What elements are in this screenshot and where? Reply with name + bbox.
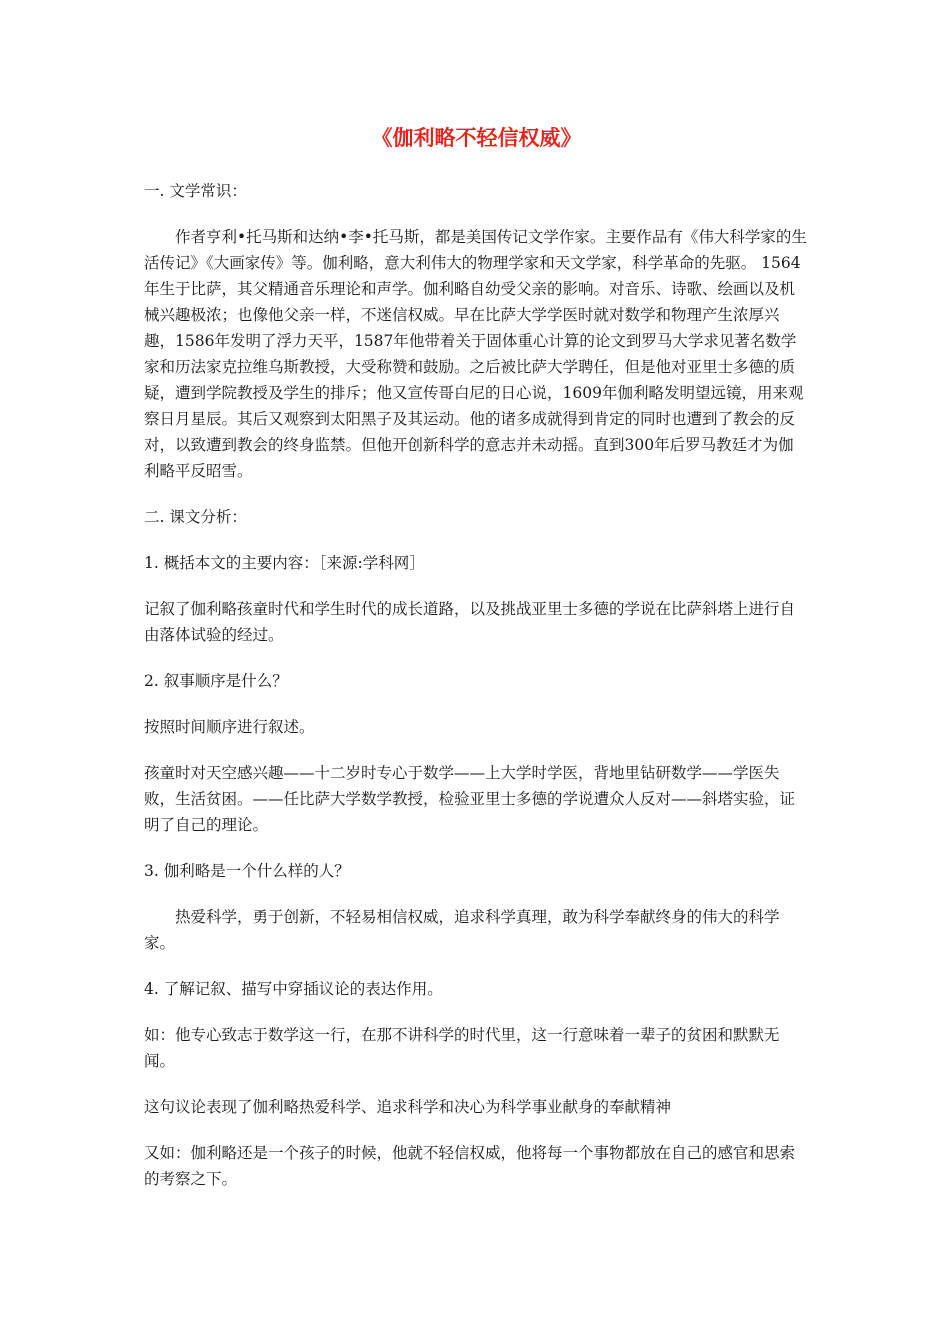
question-4: 4. 了解记叙、描写中穿插议论的表达作用。 (144, 980, 443, 998)
document-page (144, 0, 809, 1192)
answer-3: 热爱科学，勇于创新，不轻易相信权威，追求科学真理，敢为科学奉献终身的伟大的科学家。 (144, 908, 780, 952)
section-1-heading: 一. 文学常识： (144, 182, 247, 200)
question-3: 3. 伽利略是一个什么样的人？ (144, 862, 350, 880)
section-1-body: 作者亨利•托马斯和达纳•李•托马斯，都是美国传记文学作家。主要作品有《伟大科学家的生活传记》《大画家传》等。伽利略，意大利伟大的物理学家和天文学家，科学革命的先驱。 1564年生于比萨，其父精通音乐理论和声学。伽利略自幼受父亲的影响。对音乐、诗歌、绘画以及机械兴趣极浓；也像他父亲一样，不迷信权威。早在比萨大学学医时就对数学和物理产生浓厚兴趣，1586年发明了浮力天平，1587年他带着关于固体重心计算的论文到罗马大学求见著名数学家和历法家克拉维乌斯教授，大受称赞和鼓励。之后被比萨大学聘任，但是他对亚里士多德的质疑，遭到学院教授及学生的排斥；他又宣传哥白尼的日心说，1609年伽利略发明望远镜，用来观察日月星辰。其后又观察到太阳黑子及其运动。他的诸多成就得到肯定的同时也遭到了教会的反对，以致遭到教会的终身监禁。但他开创新科学的意志并未动摇。直到300年后罗马教廷才为伽利略平反昭雪。 (144, 228, 807, 480)
answer-1: 记叙了伽利略孩童时代和学生时代的成长道路，以及挑战亚里士多德的学说在比萨斜塔上进行自由落体试验的经过。 (144, 600, 796, 644)
document-title: 《伽利略不轻信权威》 (371, 126, 582, 150)
answer-4-comment-1: 这句议论表现了伽利略热爱科学、追求科学和决心为科学事业献身的奉献精神 (144, 1098, 672, 1116)
question-2: 2. 叙事顺序是什么？ (144, 672, 288, 690)
section-2-heading: 二. 课文分析： (144, 508, 247, 526)
answer-2: 按照时间顺序进行叙述。 (144, 718, 315, 736)
question-1: 1. 概括本文的主要内容：［来源:学科网］ (144, 554, 425, 572)
answer-4-example-2: 又如：伽利略还是一个孩子的时候，他就不轻信权威，他将每一个事物都放在自己的感官和思索的考察之下。 (144, 1144, 796, 1188)
answer-2-detail: 孩童时对天空感兴趣——十二岁时专心于数学——上大学时学医，背地里钻研数学——学医失败，生活贫困。——任比萨大学数学教授，检验亚里士多德的学说遭众人反对——斜塔实验，证明了自己的理论。 (144, 764, 796, 834)
answer-4-example-1: 如：他专心致志于数学这一行，在那不讲科学的时代里，这一行意味着一辈子的贫困和默默无闻。 (144, 1026, 780, 1070)
